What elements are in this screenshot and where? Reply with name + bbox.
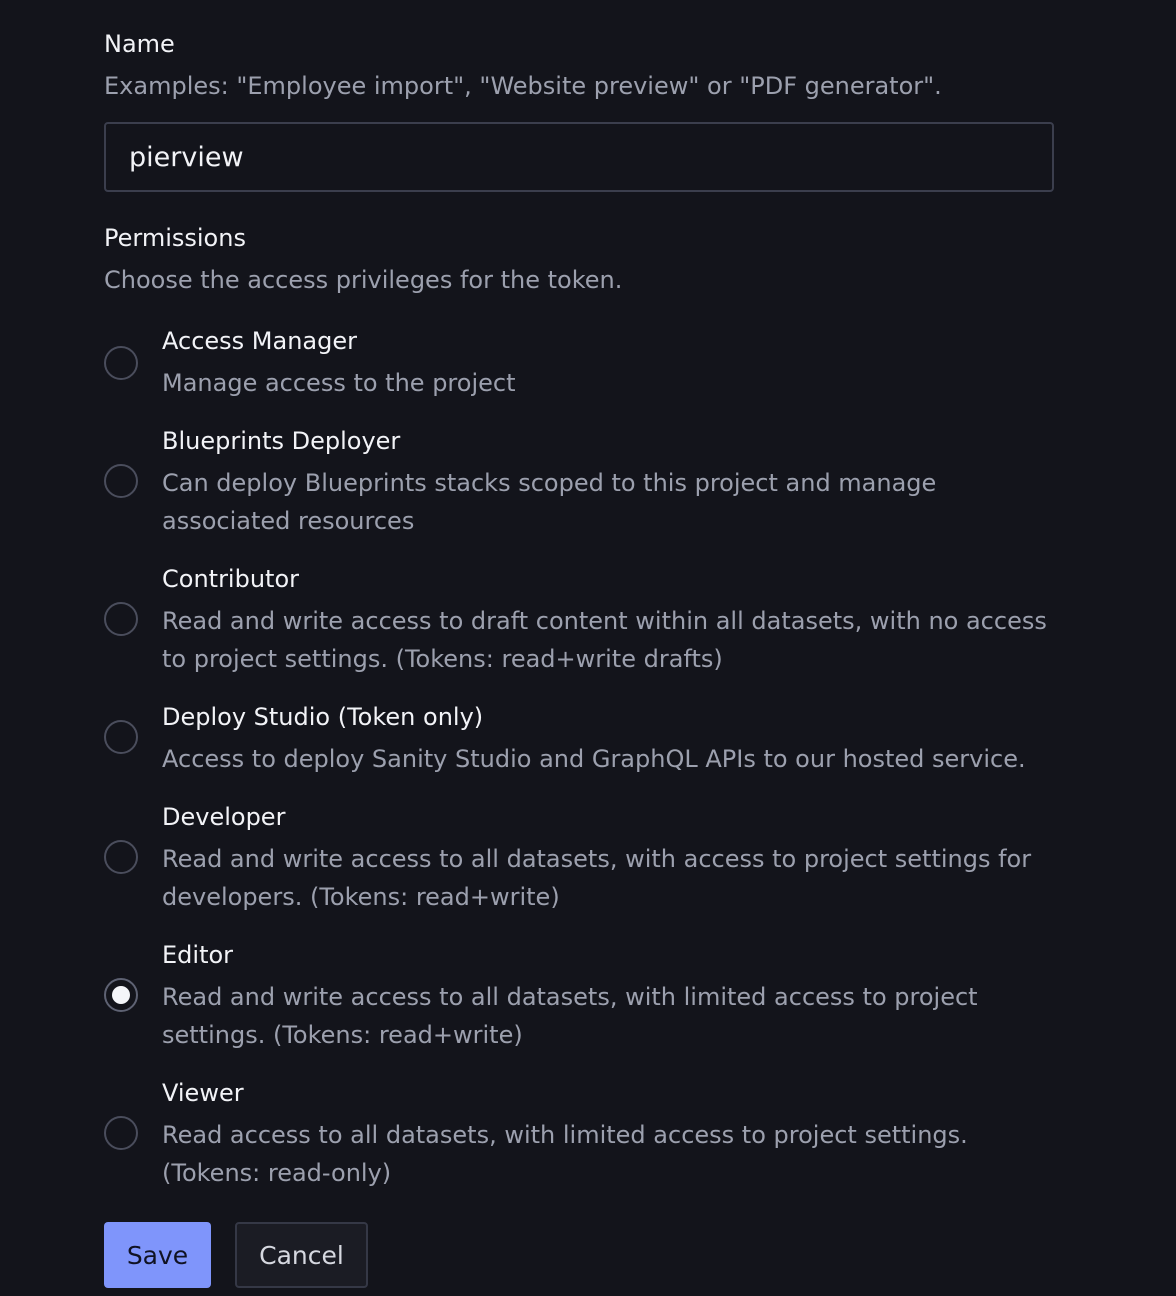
option-description-line: settings. (Tokens: read+write) (162, 1021, 523, 1049)
option-description-line: Can deploy Blueprints stacks scoped to this project and manage (162, 469, 937, 497)
name-label: Name (104, 30, 175, 58)
option-description-line: (Tokens: read-only) (162, 1159, 392, 1187)
option-title: Developer (162, 803, 286, 831)
option-description-line: Read and write access to all datasets, with access to project settings for (162, 845, 1032, 873)
option-description (162, 1116, 968, 1192)
option-description-line: Access to deploy Sanity Studio and GraphQL APIs to our hosted service. (162, 745, 1026, 773)
option-title: Blueprints Deployer (162, 427, 401, 455)
option-title: Access Manager (162, 327, 357, 355)
radio-button[interactable] (104, 464, 138, 498)
name-description: Examples: "Employee import", "Website preview" or "PDF generator". (104, 72, 942, 100)
permissions-label: Permissions (104, 224, 246, 252)
permission-option-developer[interactable] (104, 798, 1054, 920)
option-description-line: Manage access to the project (162, 369, 516, 397)
radio-button[interactable] (104, 346, 138, 380)
option-description (162, 364, 516, 402)
option-title: Viewer (162, 1079, 244, 1107)
cancel-button[interactable]: Cancel (235, 1222, 368, 1288)
option-description-line: associated resources (162, 507, 415, 535)
permission-option-viewer[interactable] (104, 1074, 1054, 1196)
permissions-description: Choose the access privileges for the token. (104, 266, 623, 294)
radio-button[interactable] (104, 840, 138, 874)
permission-option-blueprints-deployer[interactable] (104, 422, 1054, 544)
option-description-line: Read and write access to draft content within all datasets, with no access (162, 607, 1047, 635)
radio-button[interactable] (104, 602, 138, 636)
option-description (162, 978, 978, 1054)
save-button[interactable]: Save (104, 1222, 211, 1288)
permission-option-contributor[interactable] (104, 560, 1054, 682)
option-description-line: Read and write access to all datasets, with limited access to project (162, 983, 978, 1011)
name-input[interactable] (104, 122, 1054, 192)
option-description (162, 840, 1031, 916)
option-description (162, 602, 1047, 678)
option-title: Contributor (162, 565, 300, 593)
radio-button-selected[interactable] (104, 978, 138, 1012)
permission-option-access-manager[interactable] (104, 322, 1054, 406)
radio-button[interactable] (104, 720, 138, 754)
option-description-line: Read access to all datasets, with limited access to project settings. (162, 1121, 968, 1149)
permission-option-deploy-studio[interactable] (104, 698, 1054, 782)
option-title: Editor (162, 941, 234, 969)
permission-option-editor[interactable] (104, 936, 1054, 1058)
option-title: Deploy Studio (Token only) (162, 703, 484, 731)
option-description (162, 464, 936, 540)
option-description-line: developers. (Tokens: read+write) (162, 883, 560, 911)
option-description-line: to project settings. (Tokens: read+write drafts) (162, 645, 723, 673)
radio-button[interactable] (104, 1116, 138, 1150)
option-description (162, 740, 1026, 778)
